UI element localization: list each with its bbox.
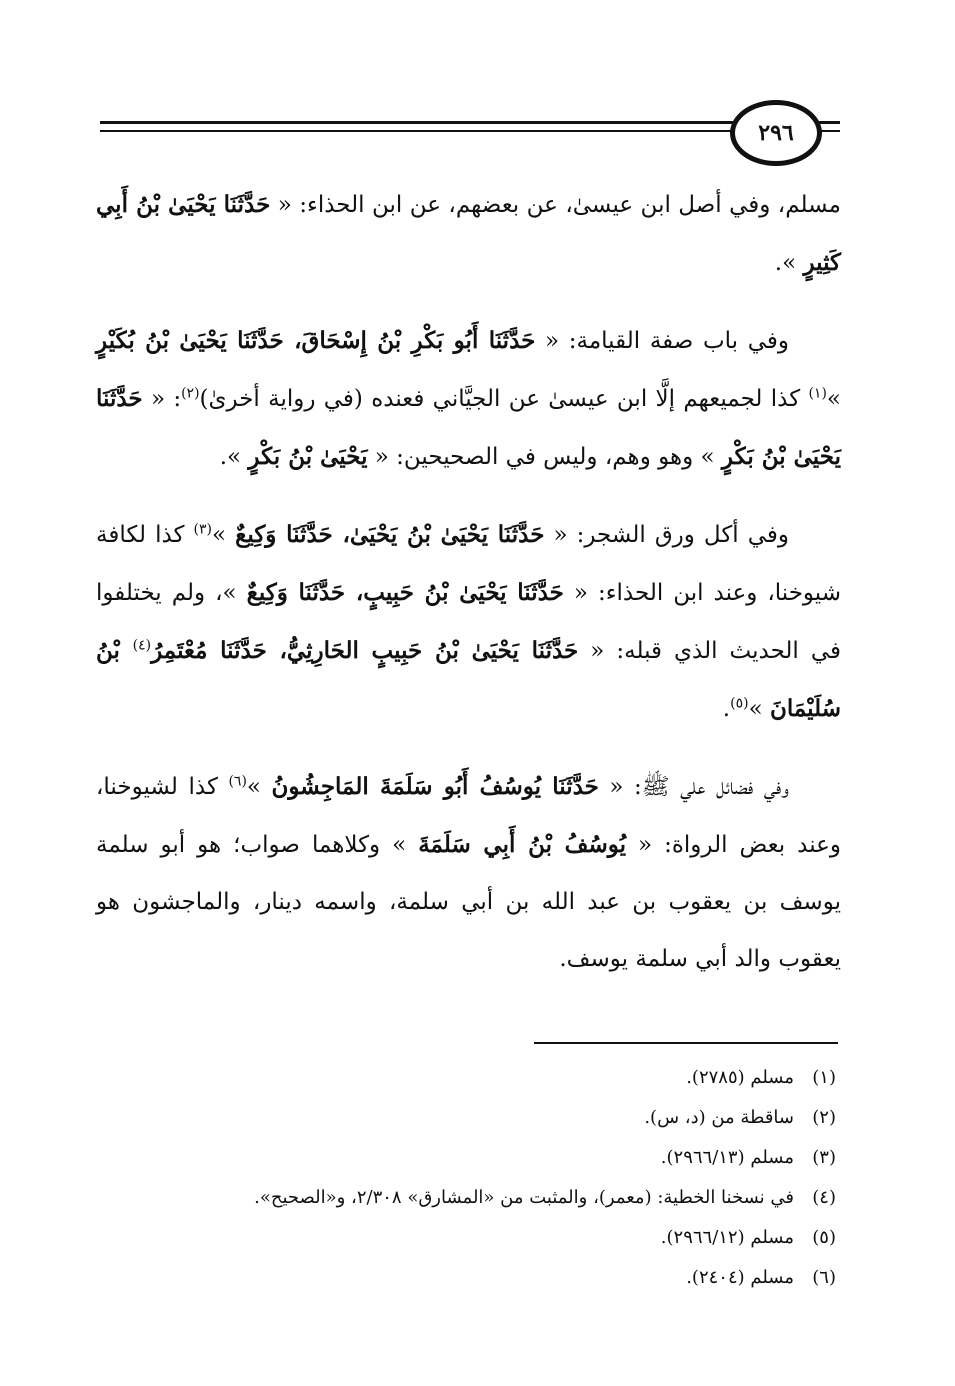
main-text <box>96 176 841 1008</box>
footnote-number: (٦) <box>812 1267 836 1288</box>
footnote-number: (٤) <box>812 1187 836 1208</box>
footnote-number: (١) <box>812 1067 836 1088</box>
body-text: وفي أكل ورق الشجر: « <box>544 522 790 548</box>
footnote-separator <box>534 1042 838 1044</box>
footnote-text: مسلم (٢٩٦٦/١٢). <box>660 1227 794 1248</box>
paragraph <box>96 506 841 738</box>
footnote-text: في نسخنا الخطية: (معمر)، والمثبت من «المشارق» ٢/٣٠٨، و«الصحيح». <box>254 1187 794 1208</box>
body-text: » وكلاهما صواب؛ هو أبو سلمة يوسف بن يعقوب بن عبد الله بن أبي سلمة، واسمه دينار، والماجشون هو يعقوب والد أبي سلمة يوسف. <box>96 832 841 972</box>
footnote <box>120 1178 836 1218</box>
footnote-ref: (٣) <box>193 521 213 538</box>
isnad-text: حَدَّثَنَا يَحْيَىٰ بْنُ أَبِي كَثِيرٍ <box>96 191 841 276</box>
footnotes <box>120 1058 836 1298</box>
footnote-number: (٢) <box>812 1107 836 1128</box>
body-text: ». <box>219 444 249 470</box>
isnad-text: حَدَّثَنَا أَبُو بَكْرِ بْنُ إِسْحَاقَ، حَدَّثَنَا يَحْيَىٰ بْنُ بُكَيْرٍ <box>96 327 536 354</box>
footnote-text: مسلم (٢٩٦٦/١٣). <box>660 1147 794 1168</box>
paragraph <box>96 312 841 486</box>
body-text: » <box>246 774 272 800</box>
body-text: كذا لشيوخنا، وعند بعض الرواة: « <box>96 774 841 858</box>
body-text: » وهو وهم، وليس في الصحيحين: « <box>367 444 722 470</box>
footnote-ref: (٢) <box>181 385 200 402</box>
page-number-badge <box>730 100 822 166</box>
isnad-text: حَدَّثَنَا يَحْيَىٰ بْنُ يَحْيَىٰ، حَدَّثَنَا وَكِيعٌ <box>235 521 545 548</box>
body-text: مسلم، وفي أصل ابن عيسىٰ، عن بعضهم، عن ابن الحذاء: « <box>270 192 841 218</box>
page-number: ٢٩٦ <box>758 120 794 146</box>
footnote-number: (٣) <box>812 1147 836 1168</box>
isnad-text: حَدَّثَنَا يَحْيَىٰ بْنُ حَبِيبٍ، حَدَّثَنَا وَكِيعٌ <box>246 579 564 606</box>
body-text: كذا لكافة شيوخنا، وعند ابن الحذاء: « <box>96 522 842 606</box>
footnote-number: (٥) <box>812 1227 836 1248</box>
body-text: » <box>826 386 841 412</box>
isnad-text: حَدَّثَنَا يَحْيَىٰ بْنُ حَبِيبٍ الحَارِثِيُّ، حَدَّثَنَا مُعْتَمِرُ <box>151 637 579 664</box>
footnote-ref: (٥) <box>730 695 749 712</box>
body-text: » <box>748 696 770 722</box>
footnote-text: ساقطة من (د، س). <box>644 1107 794 1128</box>
isnad-text: يُوسُفُ بْنُ أَبِي سَلَمَةَ <box>418 831 627 858</box>
isnad-text: بْنُ سُلَيْمَانَ <box>96 637 841 722</box>
footnote <box>120 1138 836 1178</box>
paragraph <box>96 758 841 988</box>
body-text: ». <box>774 250 804 276</box>
body-text: . <box>722 696 731 722</box>
footnote <box>120 1258 836 1298</box>
body-text: كذا لجميعهم إلَّا ابن عيسىٰ عن الجيَّاني فعنده (في رواية أخرىٰ) <box>199 386 809 412</box>
body-text: » <box>212 522 236 548</box>
body-text: : « <box>142 386 182 412</box>
footnote-text: مسلم (٢٤٠٤). <box>686 1267 794 1288</box>
body-text: وفي فضائل علي ﷺ: « <box>598 774 789 800</box>
header-rule-top <box>100 121 736 124</box>
footnote <box>120 1098 836 1138</box>
footnote-ref: (١) <box>808 385 827 402</box>
isnad-text: حَدَّثَنَا يَحْيَىٰ بْنُ بَكْرٍ <box>96 385 841 470</box>
footnote-ref: (٤) <box>132 637 152 654</box>
header-rule-bottom <box>100 130 736 132</box>
footnote-ref: (٦) <box>228 773 247 790</box>
isnad-text: يَحْيَىٰ بْنُ بَكْرٍ <box>248 443 368 470</box>
paragraph <box>96 176 841 292</box>
footnote-text: مسلم (٢٧٨٥). <box>686 1067 794 1088</box>
body-text: وفي باب صفة القيامة: « <box>535 328 789 354</box>
footnote <box>120 1218 836 1258</box>
body-text: »، ولم يختلفوا في الحديث الذي قبله: « <box>96 580 841 664</box>
isnad-text: حَدَّثَنَا يُوسُفُ أَبُو سَلَمَةَ المَاجِشُونُ <box>271 773 599 800</box>
footnote <box>120 1058 836 1098</box>
header-rule-right-top <box>818 121 840 124</box>
